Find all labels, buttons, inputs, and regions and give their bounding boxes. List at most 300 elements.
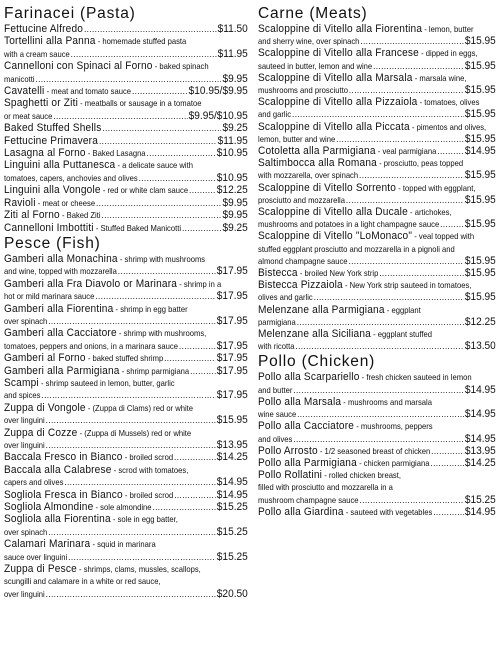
dish-description: - shrimp with mushrooms, [116, 328, 207, 339]
dish-description: - scrod with tomatoes, [111, 464, 189, 475]
menu-item-line [4, 197, 248, 209]
menu-item [258, 445, 496, 457]
menu-item-line [4, 327, 248, 339]
menu-item [4, 222, 248, 234]
menu-item-line [4, 97, 248, 109]
dot-leader [359, 494, 463, 506]
menu-item-line [4, 35, 248, 47]
menu-item-text [4, 35, 186, 47]
menu-item [4, 489, 248, 501]
menu-item-line [258, 304, 496, 316]
dish-name: Cotoletta alla Parmigiana [258, 145, 376, 158]
menu-item-line [258, 469, 496, 481]
menu-item-line [258, 316, 496, 328]
dot-leader [297, 316, 464, 328]
dish-price: $12.25 [216, 184, 248, 197]
dot-leader [295, 340, 463, 352]
dish-description: and wine, topped with mozzarella [4, 266, 117, 277]
dot-leader [440, 218, 464, 230]
dish-price: $15.95 [464, 132, 496, 145]
dish-description: - sole almondine [93, 502, 152, 513]
dot-leader [346, 194, 464, 206]
menu-item-text [4, 501, 152, 513]
dish-price: $11.95 [217, 134, 248, 147]
menu-item-text [4, 451, 173, 463]
menu-item-text [258, 96, 479, 108]
menu-item-text [4, 122, 101, 134]
dish-name: Zuppa di Cozze [4, 426, 78, 439]
menu-item-line [258, 255, 496, 267]
menu-item-line [258, 494, 496, 506]
dish-description: - 1/2 seasoned breast of chicken [317, 445, 431, 456]
menu-item-text [258, 304, 421, 316]
menu-item-text [4, 147, 146, 159]
dot-leader [53, 110, 187, 122]
dish-name: Linguini alla Puttanesca [4, 159, 116, 172]
menu-item [4, 352, 248, 364]
menu-item-text [4, 85, 131, 97]
dish-price: $9.25 [222, 122, 248, 135]
dish-price: $14.95 [464, 432, 496, 445]
menu-item-text [258, 121, 486, 133]
menu-item-line [258, 481, 496, 493]
menu-item-line [258, 84, 496, 96]
dish-description: mushrooms and potatoes in a light champagne sauce [258, 219, 440, 230]
menu-item-text [258, 84, 348, 96]
menu-item-line [4, 135, 248, 147]
dish-description: tomatoes, peppers and onions, in a marinara sauce [4, 340, 178, 351]
menu-item-line [258, 291, 496, 303]
menu-item-text [258, 279, 471, 291]
dish-description: - pimentos and olives, [409, 121, 487, 132]
dish-description: - marsala wine, [412, 72, 467, 83]
menu-item-line [258, 108, 496, 120]
dish-price: $17.95 [216, 352, 248, 365]
menu-item-text [258, 206, 452, 218]
dot-leader [71, 48, 217, 60]
dish-description: - shrimp with mushrooms [117, 253, 206, 264]
menu-item-text [4, 588, 45, 600]
menu-item-line [258, 420, 496, 432]
menu-item [4, 35, 248, 60]
dish-description: mushrooms and prosciutto [258, 85, 348, 96]
menu-item-line [258, 230, 496, 242]
menu-item-line [258, 133, 496, 145]
menu-item-line [258, 433, 496, 445]
dish-name: Cavatelli [4, 85, 45, 98]
menu-item-text [258, 157, 463, 169]
menu-item-line [4, 222, 248, 234]
dish-name: Gamberi alla Cacciatore [4, 327, 117, 340]
menu-item-line [258, 121, 496, 133]
dish-name: Pollo alla Marsala [258, 395, 342, 408]
dot-leader [360, 35, 464, 47]
dish-description: - sole in egg batter, [110, 514, 178, 525]
menu-item-line [4, 172, 248, 184]
section-heading-farinacei-pasta: Farinacei (Pasta) [4, 5, 136, 22]
dish-description: - Baked Lasagna [85, 148, 146, 159]
menu-item-text [4, 222, 181, 234]
menu-item-line [258, 157, 496, 169]
dish-description: and olives [258, 433, 293, 444]
dish-price: $14.95 [464, 383, 496, 396]
dish-description: or meat sauce [4, 110, 53, 121]
dish-name: Scaloppine di Vitello alla Francese [258, 47, 419, 60]
section-heading-carne-meats: Carne (Meats) [258, 5, 368, 22]
menu-item-text [4, 513, 178, 525]
dish-price: $14.95 [464, 145, 496, 158]
menu-item-line [4, 402, 248, 414]
dish-description: capers and olives [4, 477, 64, 488]
dish-price: $20.50 [216, 587, 248, 600]
dish-description: - shrimp sauteed in lemon, butter, garlic [38, 377, 175, 388]
dot-leader [132, 85, 188, 97]
menu-item-line [258, 445, 496, 457]
menu-item-text [4, 184, 188, 196]
menu-item-line [4, 147, 248, 159]
menu-item-text [4, 315, 47, 327]
dot-leader [430, 457, 463, 469]
menu-item-line [4, 23, 248, 35]
menu-item-text [4, 526, 47, 538]
dish-price: $14.25 [464, 456, 496, 469]
dish-price: $14.25 [216, 451, 248, 464]
menu-item-line [258, 243, 496, 255]
menu-item [258, 157, 496, 181]
menu-item-text [4, 377, 175, 389]
dish-price: $15.95 [464, 108, 496, 121]
menu-item-line [258, 328, 496, 340]
menu-item-line [4, 122, 248, 134]
dish-name: Sogliola Fresca in Bianco [4, 488, 123, 501]
menu-item-line [258, 218, 496, 230]
menu-item-text [258, 445, 430, 457]
menu-item-line [4, 184, 248, 196]
menu-item-text [258, 316, 296, 328]
dish-price: $9.95 [222, 72, 248, 85]
dot-leader [46, 588, 216, 600]
dish-description: - eggplant stuffed [371, 329, 432, 340]
dish-description: - prosciutto, peas topped [376, 158, 464, 169]
dish-description: mushroom champagne sauce [258, 494, 359, 505]
menu-item [4, 365, 248, 377]
dish-description: - (Zuppa di Clams) red or white [85, 402, 194, 413]
dish-description: - broiled scrod [122, 452, 174, 463]
dish-name: Scaloppine di Vitello alla Piccata [258, 120, 410, 133]
dish-description: sauce over linguini [4, 551, 68, 562]
menu-item-line [258, 408, 496, 420]
dish-name: Scampi [4, 376, 39, 389]
dish-name: Sogliola alla Fiorentina [4, 513, 111, 526]
menu-item-text [4, 489, 173, 501]
dish-description: wine sauce [258, 409, 297, 420]
dish-description: - fresh chicken sauteed in lemon [359, 372, 472, 383]
menu-item-text [4, 172, 138, 184]
dish-name: Zuppa di Vongole [4, 401, 86, 414]
menu-item [4, 464, 248, 489]
dot-leader [95, 290, 216, 302]
dish-description: - sauteed with vegetables [343, 506, 433, 517]
dish-description: - red or white clam sauce [100, 185, 189, 196]
menu-item-text [258, 420, 433, 432]
dish-name: Pollo alla Scarpariello [258, 371, 360, 384]
dish-description: - rolled chicken breast, [322, 470, 402, 481]
menu-item-text [258, 384, 292, 396]
dish-description: - artichokes, [407, 207, 452, 218]
menu-item-line [258, 60, 496, 72]
menu-item-text [4, 563, 201, 575]
dot-leader [174, 451, 216, 463]
menu-item-text [258, 243, 455, 255]
menu-item-text [4, 464, 188, 476]
dish-description: sauteed in butter, lemon and wine [258, 60, 373, 71]
dish-name: Fettucine Alfredo [4, 23, 84, 35]
menu-item [4, 501, 248, 513]
menu-item-line [258, 267, 496, 279]
menu-item-text [258, 340, 294, 352]
menu-item [258, 230, 496, 267]
menu-item [258, 279, 496, 303]
menu-item-line [4, 315, 248, 327]
menu-item-line [4, 48, 248, 60]
dish-price: $10.95 [216, 147, 248, 160]
dot-leader [41, 389, 215, 401]
dot-leader [359, 169, 464, 181]
menu-item-text [258, 169, 358, 181]
menu-item-line [4, 563, 248, 575]
menu-item-line [258, 72, 496, 84]
menu-item-text [4, 197, 95, 209]
dot-leader [349, 84, 464, 96]
menu-item-text [4, 414, 45, 426]
dish-description: over spinach [4, 526, 48, 537]
dish-price: $15.25 [464, 493, 496, 506]
menu-item-text [258, 267, 378, 279]
menu-item-text [4, 327, 206, 339]
menu-item-line [258, 384, 496, 396]
menu-item [4, 97, 248, 122]
dish-description: with mozzarella, over spinach [258, 170, 359, 181]
dish-name: Scaloppine di Vitello "LoMonaco" [258, 230, 413, 243]
menu-item [258, 23, 496, 47]
menu-item-text [258, 469, 401, 481]
menu-item-text [4, 97, 201, 109]
menu-item-line [4, 365, 248, 377]
dish-description: lemon, butter and wine [258, 133, 336, 144]
dish-price: $12.25 [464, 315, 496, 328]
dish-description: - a delicate sauce with [115, 160, 193, 171]
menu-item-line [258, 182, 496, 194]
menu-item-text [258, 433, 292, 445]
dish-description: over linguini [4, 415, 45, 426]
menu-item-line [4, 278, 248, 290]
dot-leader [348, 255, 463, 267]
dish-description: - shrimp in a [177, 278, 222, 289]
menu-item-text [258, 47, 478, 59]
menu-item-text [4, 439, 45, 451]
menu-item [4, 303, 248, 328]
dish-price: $15.95 [464, 59, 496, 72]
dish-description: - lemon, butter [422, 24, 474, 34]
dish-price: $15.95 [464, 291, 496, 304]
menu-item [258, 304, 496, 328]
dish-price: $17.95 [216, 364, 248, 377]
menu-item-text [4, 303, 188, 315]
menu-item-line [4, 476, 248, 488]
dish-price: $15.25 [216, 525, 248, 538]
dish-price: $14.95 [464, 408, 496, 421]
dish-price: $9.95 [222, 196, 248, 209]
menu-item [258, 96, 496, 120]
dish-name: Gamberi alla Fra Diavolo or Marinara [4, 277, 178, 290]
dish-name: Cannelloni Imbottiti [4, 221, 94, 234]
dish-description: prosciutto and mozzarella [258, 194, 345, 205]
dish-name: Lasagna al Forno [4, 147, 86, 160]
menu-item [4, 60, 248, 85]
dish-price: $11.95 [217, 47, 248, 60]
dish-price: $17.95 [216, 339, 248, 352]
menu-item-line [258, 145, 496, 157]
menu-item-text [4, 265, 117, 277]
dish-price: $17.95 [216, 265, 248, 278]
menu-item [258, 121, 496, 145]
menu-item-line [4, 377, 248, 389]
dish-description: manicotti [4, 73, 35, 84]
menu-item-text [258, 108, 291, 120]
menu-item-text [258, 145, 436, 157]
menu-item [4, 377, 248, 402]
menu-item-line [4, 464, 248, 476]
dish-name: Bistecca [258, 267, 298, 280]
menu-item-text [258, 35, 359, 47]
menu-item-text [258, 371, 472, 383]
dish-description: and sherry wine, over spinach [258, 36, 360, 47]
dot-leader [189, 184, 216, 196]
dish-name: Scaloppine di Vitello Sorrento [258, 181, 397, 194]
dish-description: - chicken parmigiana [356, 457, 430, 468]
menu-item-line [4, 439, 248, 451]
menu-item-text [258, 494, 359, 506]
menu-item-text [258, 194, 345, 206]
dish-name: Pollo Arrosto [258, 444, 318, 457]
menu-item-line [4, 340, 248, 352]
menu-item-text [4, 575, 161, 587]
menu-item-text [258, 328, 432, 340]
section-heading-pollo-chicken: Pollo (Chicken) [258, 353, 376, 371]
right-column [258, 4, 496, 518]
menu-item-line [4, 253, 248, 265]
menu-item-line [4, 526, 248, 538]
dot-leader [46, 439, 216, 451]
dish-description: - shrimp parmigiana [119, 365, 190, 376]
dish-price: $17.95 [216, 389, 248, 402]
menu-item-text [258, 506, 432, 518]
dot-leader [64, 476, 216, 488]
dish-price: $15.95 [464, 84, 496, 97]
dish-price: $9.95 [222, 209, 248, 222]
menu-item-line [258, 35, 496, 47]
menu-item-text [4, 290, 94, 302]
dish-description: - veal topped with [412, 231, 475, 242]
menu-item-text [4, 23, 83, 35]
menu-item-text [4, 389, 40, 401]
menu-item [258, 72, 496, 96]
menu-item [4, 327, 248, 352]
menu-item-text [4, 60, 209, 72]
menu-item-line [4, 551, 248, 563]
menu-item-text [4, 278, 221, 290]
dish-name: Pollo alla Cacciatore [258, 420, 355, 433]
dish-description: and butter [258, 384, 293, 395]
dot-leader [437, 145, 464, 157]
dish-name: Tortellini alla Panna [4, 35, 96, 48]
menu-item [258, 506, 496, 518]
dish-name: Scaloppine di Vitello alla Ducale [258, 206, 408, 219]
dish-description: with ricotta [258, 341, 295, 352]
dish-name: Fettucine Primavera [4, 134, 99, 147]
menu-item-text [4, 427, 191, 439]
dot-leader [373, 60, 464, 72]
menu-item [258, 469, 496, 506]
menu-item-line [258, 96, 496, 108]
dish-price: $15.95 [464, 35, 496, 48]
menu-item-line [258, 396, 496, 408]
dot-leader [379, 267, 464, 279]
dish-description: almond champagne sauce [258, 255, 348, 266]
dish-name: Bistecca Pizzaiola [258, 279, 343, 292]
menu-item-line [4, 290, 248, 302]
menu-item-line [4, 389, 248, 401]
menu-item-line [4, 73, 248, 85]
menu-item [4, 184, 248, 196]
dish-description: scungilli and calamare in a white or red sauce, [4, 576, 161, 587]
dot-leader [46, 414, 216, 426]
dish-name: Calamari Marinara [4, 538, 91, 551]
dish-name: Gamberi alla Fiorentina [4, 302, 114, 315]
dot-leader [182, 222, 222, 234]
menu-item [4, 563, 248, 600]
menu-item-line [258, 169, 496, 181]
dot-leader [96, 197, 222, 209]
dot-leader [174, 489, 216, 501]
menu-item [4, 253, 248, 278]
dish-description: stuffed eggplant prosciutto and mozzarella in a pignoli and [258, 243, 455, 254]
dot-leader [433, 506, 464, 518]
menu-item [4, 197, 248, 209]
dot-leader [293, 384, 464, 396]
dish-name: Baked Stuffed Shells [4, 122, 102, 135]
menu-item [4, 427, 248, 452]
menu-item-text [4, 73, 35, 85]
dish-price: $15.95 [464, 169, 496, 182]
dot-leader [297, 408, 464, 420]
dish-description: - shrimp in egg batter [113, 303, 188, 314]
menu-item [4, 513, 248, 538]
dish-name: Melenzane alla Parmigiana [258, 303, 385, 316]
dish-description: over linguini [4, 440, 45, 450]
menu-item-line [4, 265, 248, 277]
menu-item-line [4, 414, 248, 426]
menu-item [4, 147, 248, 159]
dish-price: $11.50 [217, 23, 248, 35]
menu-item-text [4, 135, 98, 147]
menu-item-line [258, 47, 496, 59]
dish-name: Ziti al Forno [4, 209, 60, 222]
dish-name: Linguini alla Vongole [4, 184, 101, 197]
dish-price: $14.95 [216, 476, 248, 489]
menu-item [4, 159, 248, 184]
menu-item-text [258, 457, 429, 469]
